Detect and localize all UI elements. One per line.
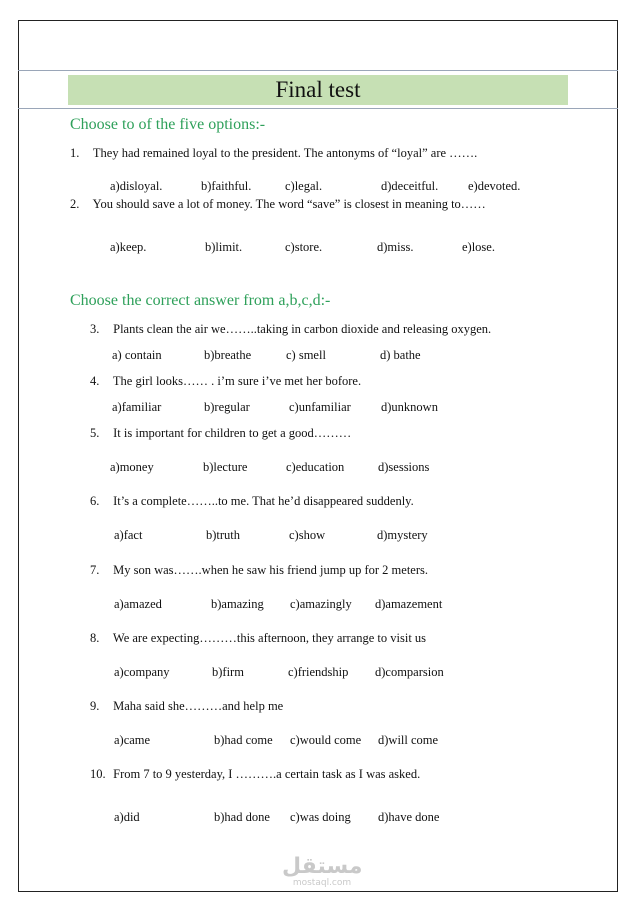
q10-option-b: b)had done (214, 810, 270, 824)
question-text: Maha said she………and help me (113, 699, 284, 713)
q7-option-d: d)amazement (375, 597, 443, 611)
q6-option-a: a)fact (114, 528, 143, 542)
q9-option-b: b)had come (214, 733, 273, 747)
q8-option-c: c)friendship (288, 665, 349, 679)
question-text: The girl looks…… . i’m sure i’ve met her bofore. (112, 374, 362, 388)
question-text: Plants clean the air we……..taking in carbon dioxide and releasing oxygen. (113, 322, 492, 336)
question-7 (90, 563, 428, 578)
q7-option-a: a)amazed (114, 597, 162, 611)
question-3 (90, 322, 491, 337)
header-rule-top (18, 70, 618, 71)
question-9 (90, 699, 283, 714)
watermark-latin: mostaql.com (292, 878, 352, 888)
question-number: 2. (70, 197, 80, 211)
section-heading-five-options: Choose to of the five options:- (70, 116, 266, 133)
question-text: You should save a lot of money. The word “save” is closest in meaning to…… (92, 197, 486, 211)
question-number: 3. (90, 322, 100, 336)
q10-option-a: a)did (114, 810, 140, 824)
page-title: Final test (68, 75, 568, 105)
q2-option-d: d)miss. (377, 240, 414, 254)
question-2 (70, 197, 486, 212)
q2-option-e: e)lose. (462, 240, 495, 254)
question-1 (70, 146, 477, 161)
q1-option-c: c)legal. (285, 179, 323, 193)
question-number: 5. (90, 426, 100, 440)
q8-option-d: d)comparsion (375, 665, 444, 679)
q6-option-c: c)show (289, 528, 326, 542)
q4-option-d: d)unknown (381, 400, 438, 414)
question-text: It’s a complete……..to me. That he’d disappeared suddenly. (113, 494, 414, 508)
q10-option-c: c)was doing (290, 810, 351, 824)
question-number: 8. (90, 631, 100, 645)
q6-option-b: b)truth (206, 528, 241, 542)
q2-option-c: c)store. (285, 240, 323, 254)
q8-option-a: a)company (114, 665, 170, 679)
q4-option-c: c)unfamiliar (289, 400, 351, 414)
q5-option-b: b)lecture (203, 460, 248, 474)
question-number: 4. (90, 374, 100, 388)
question-text: They had remained loyal to the president. The antonyms of “loyal” are ……. (92, 146, 478, 160)
q5-option-c: c)education (286, 460, 345, 474)
question-number: 6. (90, 494, 100, 508)
q9-option-d: d)will come (378, 733, 439, 747)
q2-option-b: b)limit. (205, 240, 243, 254)
q6-option-d: d)mystery (377, 528, 428, 542)
question-text: It is important for children to get a good……… (113, 426, 352, 440)
q9-option-c: c)would come (290, 733, 362, 747)
section-heading-abcd: Choose the correct answer from a,b,c,d:- (70, 292, 331, 309)
question-8 (90, 631, 426, 646)
q4-option-a: a)familiar (112, 400, 162, 414)
question-text: We are expecting………this afternoon, they arrange to visit us (112, 631, 427, 645)
q3-option-a: a) contain (112, 348, 162, 362)
watermark-logo (282, 856, 362, 888)
header-rule-bottom (18, 108, 618, 109)
question-text: My son was…….when he saw his friend jump up for 2 meters. (113, 563, 429, 577)
question-number: 9. (90, 699, 100, 713)
question-number: 1. (70, 146, 80, 160)
question-number: 7. (90, 563, 100, 577)
q1-option-e: e)devoted. (468, 179, 521, 193)
question-10 (90, 767, 420, 782)
q1-option-a: a)disloyal. (110, 179, 163, 193)
q8-option-b: b)firm (212, 665, 244, 679)
question-6 (90, 494, 414, 509)
q10-option-d: d)have done (378, 810, 440, 824)
q3-option-c: c) smell (286, 348, 326, 362)
question-number: 10. (90, 767, 106, 781)
q2-option-a: a)keep. (110, 240, 147, 254)
q3-option-d: d) bathe (380, 348, 421, 362)
question-4 (90, 374, 361, 389)
q3-option-b: b)breathe (204, 348, 252, 362)
q1-option-b: b)faithful. (201, 179, 252, 193)
q5-option-d: d)sessions (378, 460, 430, 474)
q4-option-b: b)regular (204, 400, 250, 414)
watermark-arabic: مستقل (282, 854, 363, 879)
q5-option-a: a)money (110, 460, 154, 474)
q7-option-c: c)amazingly (290, 597, 352, 611)
q9-option-a: a)came (114, 733, 151, 747)
question-5 (90, 426, 351, 441)
q1-option-d: d)deceitful. (381, 179, 439, 193)
question-text: From 7 to 9 yesterday, I ……….a certain task as I was asked. (113, 767, 421, 781)
q7-option-b: b)amazing (211, 597, 264, 611)
